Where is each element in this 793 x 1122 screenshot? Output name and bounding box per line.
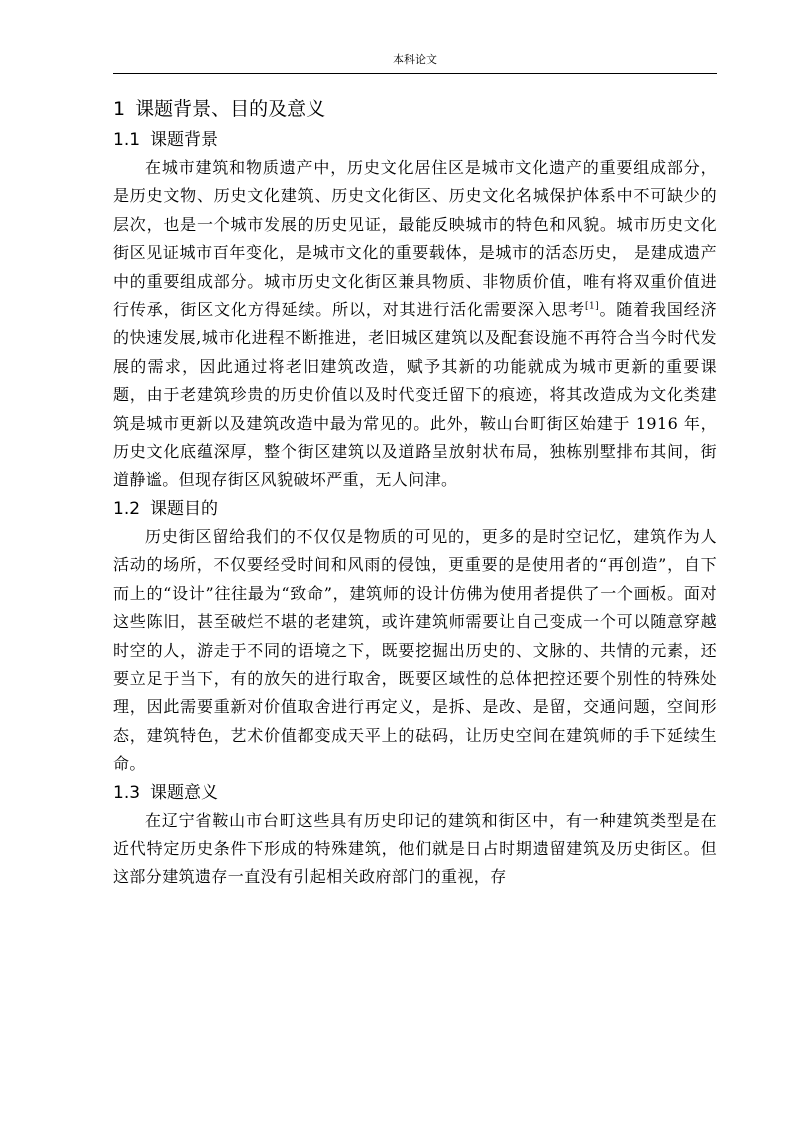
section-title: 课题背景 xyxy=(150,130,219,150)
purpose-paragraph: 历史街区留给我们的不仅仅是物质的可见的，更多的是时空记忆，建筑作为人活动的场所，不仅要经受时间和风雨的侵蚀，更重要的是使用者的“再创造”，自下而上的“设计”往往最为“致命”，建筑师的设计仿佛为使用者提供了一个画板。面对这些陈旧，甚至破烂不堪的老建筑，或许建筑师需要让自己变成一个可以随意穿越时空的人，游走于不同的语境之下，既要挖掘出历史的、文脉的、共情的元素，还要立足于当下，有的放矢的进行取舍，既要区域性的总体把控还要个别性的特殊处理，因此需要重新对价值取舍进行再定义，是拆、是改、是留，交通问题，空间形态，建筑特色，艺术价值都变成天平上的砝码，让历史空间在建筑师的手下延续生命。 xyxy=(113,526,717,774)
background-paragraph xyxy=(113,154,717,495)
paragraph-text: 。随着我国经济的快速发展,城市化进程不断推进，老旧城区建筑以及配套设施不再符合当今时代发展的需求，因此通过将老旧建筑改造，赋予其新的功能就成为城市更新的重要课题，由于老建筑珍贵的历史价值以及时代变迁留下的痕迹，将其改造成为文化类建筑是城市更新以及建筑改造中最为常见的。此外，鞍山台町街区始建于 1916 年，历史文化底蕴深厚，整个街区建筑以及道路呈放射状布局，独栋别墅排布其间，街道静谧。但现存街区风貌破坏严重，无人问津。 xyxy=(113,300,717,490)
section-heading-purpose xyxy=(113,495,717,523)
section-number: 1.1 xyxy=(113,130,141,150)
page-header: 本科论文 xyxy=(393,53,437,66)
paragraph-text: 在城市建筑和物质遗产中，历史文化居住区是城市文化遗产的重要组成部分，是历史文物、历史文化建筑、历史文化街区、历史文化名城保护体系中不可缺少的层次，也是一个城市发展的历史见证，最能反映城市的特色和风貌。城市历史文化街区见证城市百年变化，是城市文化的重要载体，是城市的活态历史， 是建成遗产中的重要组成部分。城市历史文化街区兼具物质、非物质价值，唯有将双重价值进行传承，街区文化方得延续。所以，对其进行活化需要深入思考 xyxy=(113,158,717,320)
section-heading-background xyxy=(113,126,717,154)
section-title: 课题意义 xyxy=(150,782,219,803)
section-number: 1.2 xyxy=(113,498,141,519)
chapter-number: 1 xyxy=(113,98,126,120)
section-heading-significance xyxy=(113,779,717,807)
header-rule xyxy=(113,73,717,74)
document-body xyxy=(113,92,717,892)
citation-reference: [1] xyxy=(585,301,599,312)
chapter-heading xyxy=(113,92,717,126)
section-title: 课题目的 xyxy=(150,498,219,519)
significance-paragraph: 在辽宁省鞍山市台町这些具有历史印记的建筑和街区中，有一种建筑类型是在近代特定历史条件下形成的特殊建筑，他们就是日占时期遗留建筑及历史街区。但这部分建筑遗存一直没有引起相关政府部门的重视，存 xyxy=(113,810,717,887)
section-number: 1.3 xyxy=(113,782,141,803)
chapter-title: 课题背景、目的及意义 xyxy=(135,98,326,120)
